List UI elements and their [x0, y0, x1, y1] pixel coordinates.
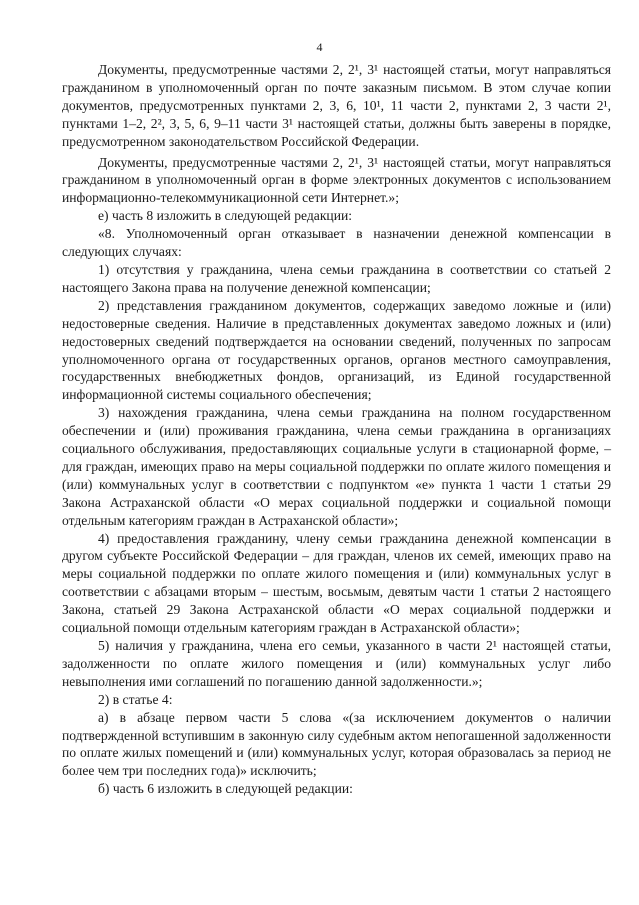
paragraph: 5) наличия у гражданина, члена его семьи, указанного в части 2¹ настоящей статьи, задолженности по оплате жилого помещения и (или) коммунальных услуг либо невыполнения ими соглашений по погашению данной задолженности.»; [62, 638, 611, 689]
paragraph: б) часть 6 изложить в следующей редакции: [98, 781, 353, 797]
paragraph: Документы, предусмотренные частями 2, 2¹, 3¹ настоящей статьи, могут направляться гражданином в уполномоченный орган в форме электронных документов с использованием информационно-телекоммуникационной сети Интернет.»; [62, 154, 611, 206]
paragraph: 4) предоставления гражданину, члену семьи гражданина денежной компенсации в другом субъекте Российской Федерации – для граждан, членов их семей, имеющих право на меры социальной поддержки по оплате жилого помещения и (или) коммунальных услуг в соответствии с абзацами вторым – шестым, восьмым, девятым части 1 статьи 2 настоящего Закона, статьей 29 Закона Астраханской области «О мерах социальной поддержки и социальной помощи отдельным категориям граждан в Астраханской области»; [62, 530, 611, 636]
paragraph: 2) представления гражданином документов, содержащих заведомо ложные и (или) недостоверные сведения. Наличие в представленных документах заведомо ложных и (или) недостоверных сведений подтверждается на основании сведений, полученных по запросам уполномоченного органа от государственных органов, органов местного самоуправления, государственных внебюджетных фондов, организаций, из Единой государственной информационной системы социального обеспечения; [62, 297, 611, 403]
paragraph: 3) нахождения гражданина, члена семьи гражданина на полном государственном обеспечении и (или) проживания гражданина, члена семьи гражданина в организациях социального обслуживания, предоставляющих социальные услуги в стационарной форме, – для граждан, имеющих право на меры социальной поддержки по оплате жилого помещения и (или) коммунальных услуг в соответствии с подпунктом «е» пункта 1 части 1 статьи 29 Закона Астраханской области «О мерах социальной поддержки и социальной помощи отдельным категориям граждан в Астраханской области»; [62, 405, 611, 528]
document-body [62, 61, 611, 798]
paragraph: 2) в статье 4: [98, 691, 173, 707]
paragraph: Документы, предусмотренные частями 2, 2¹, 3¹ настоящей статьи, могут направляться гражданином в уполномоченный орган по почте заказным письмом. В этом случае копии документов, предусмотренных пунктами 2, 3, 6, 10¹, 11 части 2, пунктами 2, 3 части 2¹, пунктами 1–2, 2², 3, 5, 6, 9–11 части 3¹ настоящей статьи, должны быть заверены в порядке, предусмотренном законодательством Российской Федерации. [62, 62, 611, 149]
paragraph: а) в абзаце первом части 5 слова «(за исключением документов о наличии подтвержденной вступившим в законную силу судебным актом непогашенной задолженности по оплате жилых помещений и (или) коммунальных услуг, которая образовалась за период не более чем три последних года)» исключить; [62, 709, 611, 779]
page-number: 4 [316, 40, 323, 54]
paragraph: 1) отсутствия у гражданина, члена семьи гражданина в соответствии со статьей 2 настоящего Закона права на получение денежной компенсации; [62, 261, 611, 295]
paragraph: е) часть 8 изложить в следующей редакции: [98, 208, 353, 224]
paragraph: «8. Уполномоченный орган отказывает в назначении денежной компенсации в следующих случаях: [62, 226, 611, 260]
